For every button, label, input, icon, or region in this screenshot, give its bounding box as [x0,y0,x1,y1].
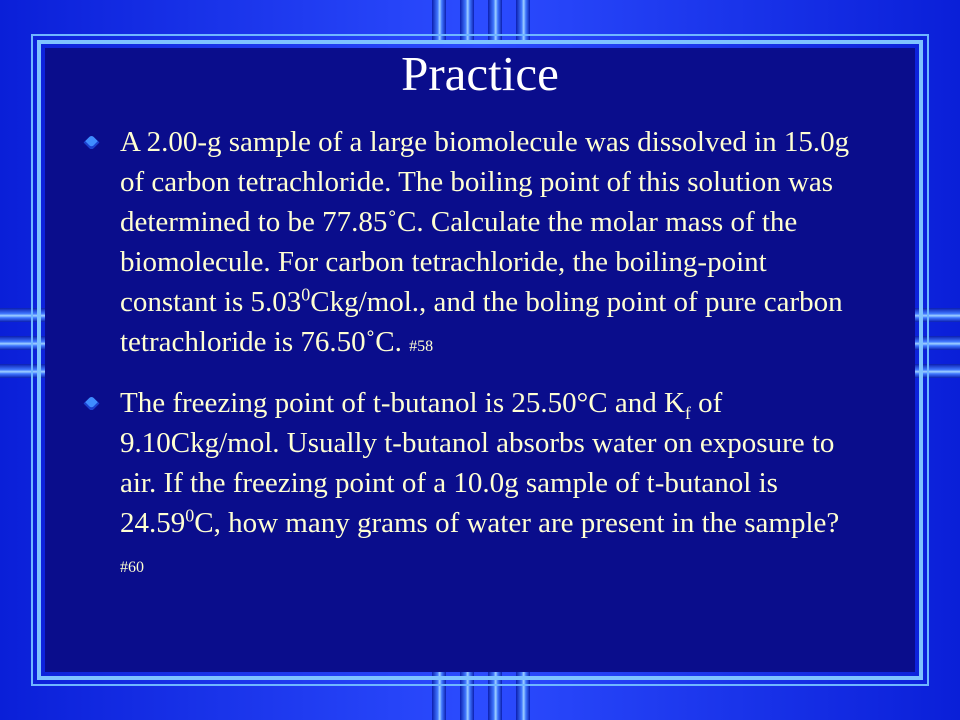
bullet-text: A 2.00-g sample of a large biomolecule was dissolved in 15.0g of carbon tetrachloride. The boiling point of this solution was determined to be 77.85˚C. Calculate the molar mass of the biomolecule. For carbon tetrachloride, the boiling-point constant is 5.03 [120,126,850,318]
subscript: f [684,402,691,423]
superscript: 0 [301,284,311,305]
problem-reference: #60 [120,559,144,576]
bullet-item-freezing-point [84,383,864,588]
problem-reference: #58 [409,338,434,355]
bullet-text: C, how many grams of water are present in the sample? [194,507,840,539]
superscript: 0 [185,505,195,526]
bullet-list [84,122,864,604]
slide-title: Practice [401,46,559,101]
diamond-bullet-icon [84,135,100,151]
bullet-item-boiling-point [84,122,864,367]
bullet-text: Ckg/mol., and the boling point of pure carbon tetrachloride is 76.50˚C. [120,286,843,358]
bullet-text: The freezing point of t-butanol is 25.50°C and K [120,387,685,419]
diamond-bullet-icon [84,396,100,412]
bullet-text: of 9.10Ckg/mol. Usually t-butanol absorbs water on exposure to air. If the freezing point of a 10.0g sample of t-butanol is 24.59 [120,387,835,539]
